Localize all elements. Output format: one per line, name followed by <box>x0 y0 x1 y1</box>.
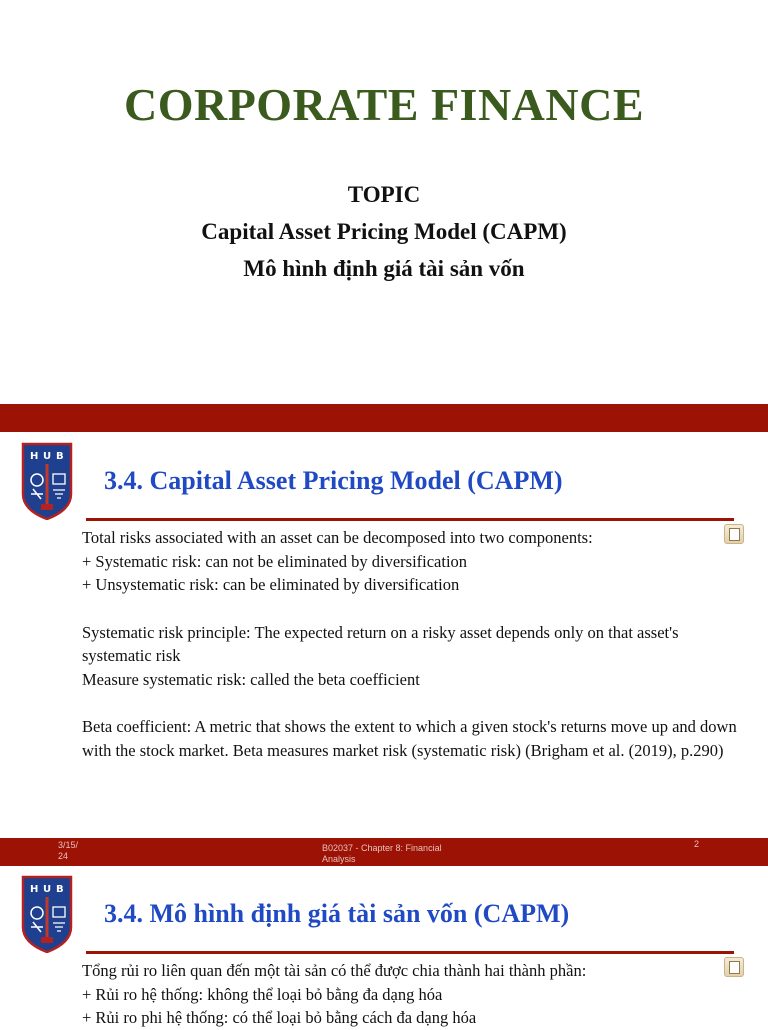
heading-rule <box>86 951 734 954</box>
body-line: Beta coefficient: A metric that shows the extent to which a given stock's returns move up and down with the stock market. Beta measures market risk (systematic risk) (Brigham et al. (2019), p.290) <box>82 717 737 760</box>
slide-footer-bar <box>0 838 768 866</box>
logo-letter-b: B <box>56 451 64 462</box>
course-title: CORPORATE FINANCE <box>123 79 645 130</box>
slide-body-text <box>82 959 742 1030</box>
topic-vietnamese: Mô hình định giá tài sản vốn <box>243 256 525 281</box>
hub-logo-icon <box>21 442 73 520</box>
hub-logo-icon <box>21 875 73 953</box>
logo-letter-u: U <box>43 451 52 462</box>
footer-date: 3/15/ 24 <box>58 840 79 861</box>
logo-letter-b: B <box>56 884 64 895</box>
body-line: + Systematic risk: can not be eliminated by diversification <box>82 551 468 571</box>
footer-course: B02037 - Chapter 8: Financial Analysis <box>322 843 442 864</box>
slide-body-text <box>82 526 742 762</box>
body-line: + Unsystematic risk: can be eliminated by diversification <box>82 575 460 594</box>
body-line: Tổng rủi ro liên quan đến một tài sản có thể được chia thành hai thành phần: <box>82 961 587 980</box>
body-line: + Rủi ro hệ thống: không thể loại bỏ bằng đa dạng hóa <box>82 984 443 1004</box>
topic-english: Capital Asset Pricing Model (CAPM) <box>201 219 567 244</box>
logo-letter-u: U <box>43 884 52 895</box>
logo-letter-h: H <box>30 884 39 895</box>
body-line: Measure systematic risk: called the beta coefficient <box>82 669 420 689</box>
body-line: Systematic risk principle: The expected return on a risky asset depends only on that asset's systematic risk <box>82 622 679 665</box>
body-line: + Rủi ro phi hệ thống: có thể loại bỏ bằng cách đa dạng hóa <box>82 1008 477 1027</box>
logo-letter-h: H <box>30 451 39 462</box>
footer-page-number: 2 <box>694 839 700 849</box>
heading-rule <box>86 518 734 521</box>
body-line: Total risks associated with an asset can be decomposed into two components: <box>82 528 593 547</box>
slide-heading: 3.4. Capital Asset Pricing Model (CAPM) <box>104 466 563 495</box>
slide-separator-bar <box>0 404 768 432</box>
slide-heading: 3.4. Mô hình định giá tài sản vốn (CAPM) <box>104 899 570 928</box>
title-slide <box>0 0 768 404</box>
topic-label: TOPIC <box>347 182 421 207</box>
